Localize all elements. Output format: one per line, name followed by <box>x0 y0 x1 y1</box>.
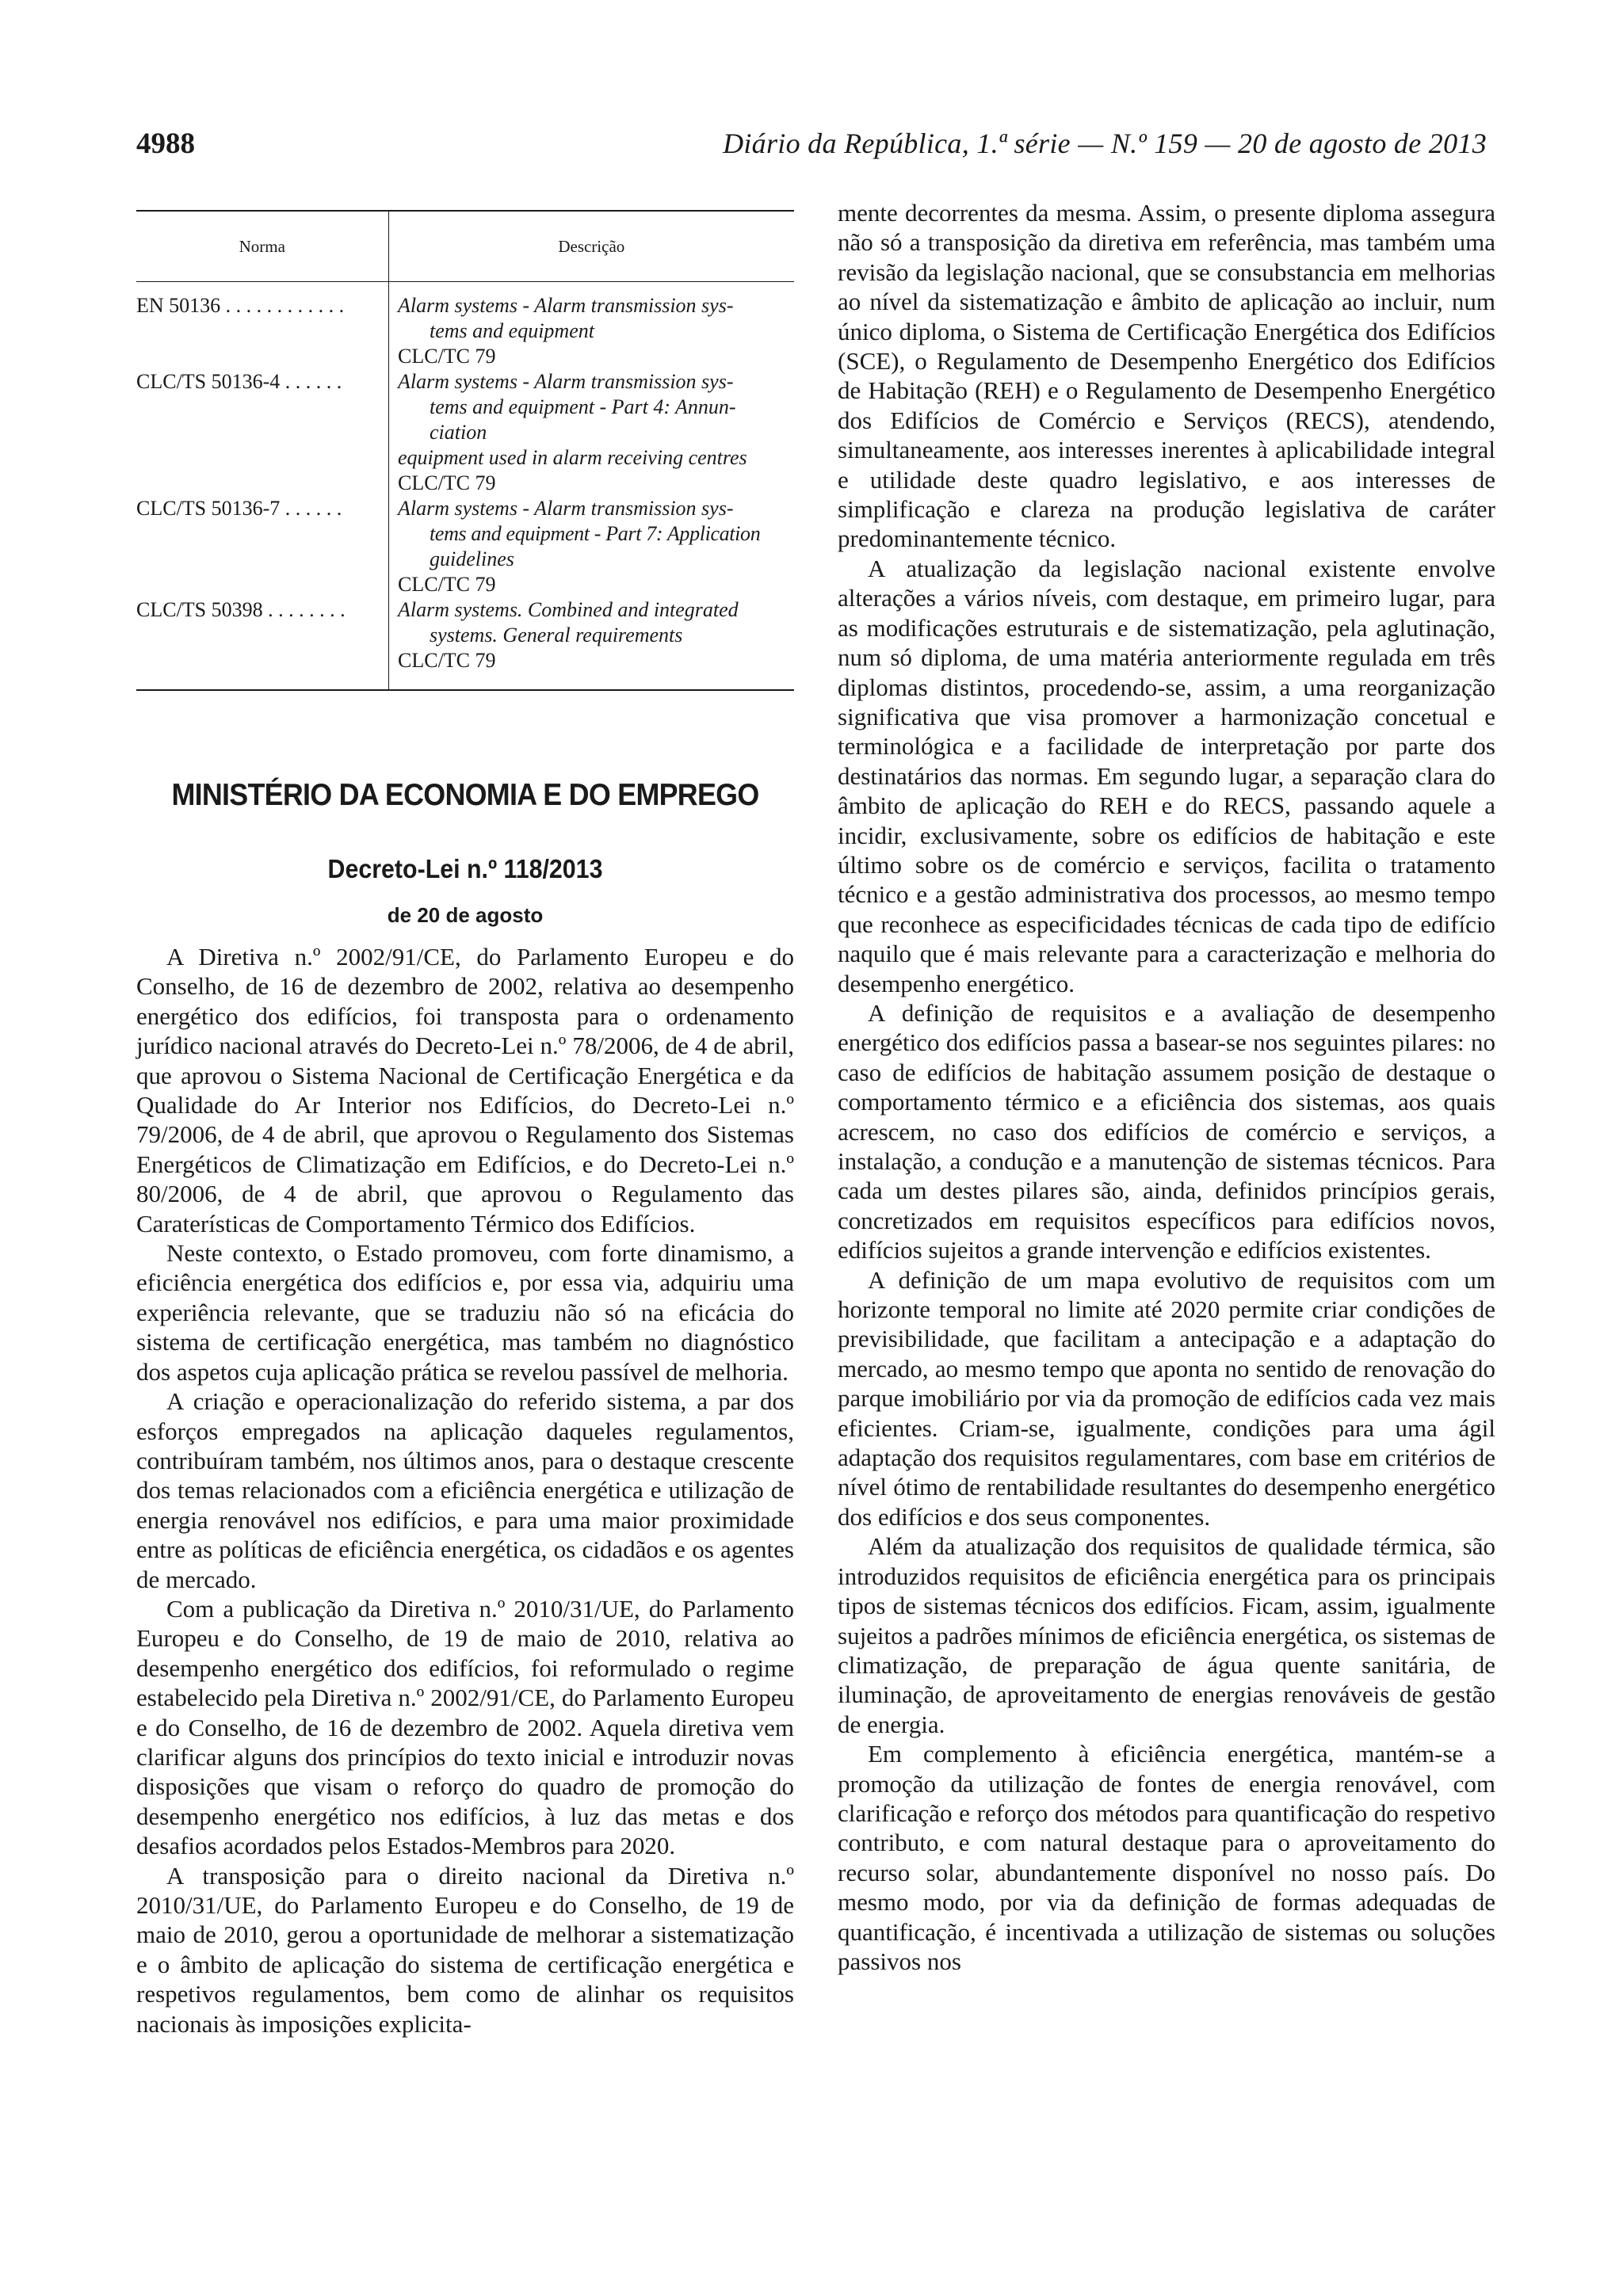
table-row <box>136 496 794 597</box>
description-line: ciation <box>430 421 487 444</box>
column-header-descricao: Descrição <box>388 212 794 281</box>
page-number: 4988 <box>136 128 195 160</box>
description-line: systems. General requirements <box>430 624 683 646</box>
description-line: tems and equipment - Part 4: Annun- <box>430 395 736 418</box>
norm-description <box>388 496 794 597</box>
norm-description <box>388 597 794 673</box>
description-line: tems and equipment - Part 7: Application <box>430 522 761 545</box>
norm-description <box>388 293 794 369</box>
paragraph: A criação e operacionalização do referido sistema, a par dos esforços empregados na aplicação daqueles regulamentos, contribuíram também, nos últimos anos, para o destaque crescente dos temas relacionados com a eficiência energética e utilização de energia renovável nos edifícios, e para uma maior proximidade entre as políticas de eficiência energética, os cidadãos e os agentes de mercado. <box>136 1387 794 1593</box>
paragraph: Em complemento à eficiência energética, mantém-se a promoção da utilização de fontes de energia renovável, com clarificação e reforço dos métodos para quantificação do respetivo contributo, e com natural destaque para o aproveitamento do recurso solar, abundantemente disponível no nosso país. Do mesmo modo, por via da definição de formas adequadas de quantificação, é incentivada a utilização de sistemas ou soluções passivos nos <box>838 1740 1495 1975</box>
paragraph: Além da atualização dos requisitos de qualidade térmica, são introduzidos requisitos de eficiência energética para os principais tipos de sistemas técnicos dos edifícios. Ficam, assim, igualmente sujeitos a padrões mínimos de eficiência energética, os sistemas de climatização, de preparação de água quente sanitária, de iluminação, de aproveitamento de energias renováveis de gestão de energia. <box>838 1532 1495 1738</box>
description-line: Alarm systems - Alarm transmission sys- <box>398 294 734 317</box>
column-divider <box>388 282 389 689</box>
description-line: Alarm systems - Alarm transmission sys- <box>398 370 734 393</box>
technical-committee: CLC/TC 79 <box>398 345 496 368</box>
left-column <box>136 210 794 2039</box>
paragraph: A definição de requisitos e a avaliação de desempenho energético dos edifícios passa a basear-se nos seguintes pilares: no caso de edifícios de habitação assumem posição de destaque o comportamento térmico e a eficiência dos sistemas, aos quais acrescem, no caso dos edifícios de comércio e serviços, a instalação, a condução e a manutenção de sistemas técnicos. Para cada um destes pilares são, ainda, definidos princípios gerais, concretizados em requisitos específicos para edifícios novos, edifícios sujeitos a grande intervenção e edifícios existentes. <box>838 998 1495 1264</box>
decree-date: de 20 de agosto <box>387 903 544 927</box>
norm-code: CLC/TS 50398 . . . . . . . . <box>136 598 346 621</box>
paragraph: A definição de um mapa evolutivo de requisitos com um horizonte temporal no limite até 2020 permite criar condições de previsibilidade, que facilitam a antecipação e a adaptação do mercado, ao mesmo tempo que aponta no sentido de renovação do parque imobiliário por via da promoção de edifícios cada vez mais eficientes. Criam-se, igualmente, condições para uma ágil adaptação dos requisitos regulamentares, com base em critérios de nível ótimo de rentabilidade resultantes do desempenho energético dos edifícios e dos seus componentes. <box>838 1265 1495 1531</box>
column-header-norma: Norma <box>239 236 285 256</box>
technical-committee: CLC/TC 79 <box>398 471 496 494</box>
table-row <box>136 293 794 369</box>
right-column <box>838 198 1495 1976</box>
paragraph: A Diretiva n.º 2002/91/CE, do Parlamento Europeu e do Conselho, de 16 de dezembro de 2002, relativa ao desempenho energético dos edifícios, foi transposta para o ordenamento jurídico nacional através do Decreto-Lei n.º 78/2006, de 4 de abril, que aprovou o Sistema Nacional de Certificação Energética e da Qualidade do Ar Interior nos Edifícios, do Decreto-Lei n.º 79/2006, de 4 de abril, que aprovou o Regulamento dos Sistemas Energéticos de Climatização em Edifícios, e do Decreto-Lei n.º 80/2006, de 4 de abril, que aprovou o Regulamento das Caraterísticas de Comportamento Térmico dos Edifícios. <box>136 943 794 1238</box>
technical-committee: CLC/TC 79 <box>398 573 496 596</box>
paragraph: Com a publicação da Diretiva n.º 2010/31/UE, do Parlamento Europeu e do Conselho, de 19 de maio de 2010, relativa ao desempenho energético dos edifícios, foi reformulado o regime estabelecido pela Diretiva n.º 2002/91/CE, do Parlamento Europeu e do Conselho, de 16 de dezembro de 2002. Aquela diretiva vem clarificar alguns dos princípios do texto inicial e introduzir novas disposições que visam o reforço do quadro de promoção do desempenho energético nos edifícios, à luz das metas e dos desafios acordados pelos Estados-Membros para 2020. <box>136 1594 794 1860</box>
description-line: Alarm systems. Combined and integrated <box>398 598 739 621</box>
norm-description <box>388 369 794 496</box>
table-row <box>136 369 794 496</box>
description-line: tems and equipment <box>430 319 594 342</box>
norm-code: CLC/TS 50136-7 . . . . . . <box>136 497 342 520</box>
norm-code: CLC/TS 50136-4 . . . . . . <box>136 370 342 393</box>
description-line: equipment used in alarm receiving centres <box>398 446 747 469</box>
technical-committee: CLC/TC 79 <box>398 649 496 672</box>
page-header <box>136 127 1487 166</box>
norms-table-header <box>136 212 794 282</box>
table-row <box>136 597 794 673</box>
journal-title: Diário da República, 1.ª série — N.º 159 — 20 de agosto de 2013 <box>723 128 1487 159</box>
paragraph-continued: mente decorrentes da mesma. Assim, o presente diploma assegura não só a transposição da diretiva em referência, mas também uma revisão da legislação nacional, que se consubstancia em melhorias ao nível da sistematização e âmbito de aplicação ao incluir, num único diploma, o Sistema de Certificação Energética dos Edifícios (SCE), o Regulamento de Desempenho Energético dos Edifícios de Habitação (REH) e o Regulamento de Desempenho Energético dos Edifícios de Comércio e Serviços (RECS), atendendo, simultaneamente, aos interesses inerentes à aplicabilidade integral e utilidade deste quadro legislativo, e aos interesses de simplificação e clareza na produção legislativa de caráter predominantemente técnico. <box>838 199 1495 553</box>
norms-table-body <box>136 282 794 689</box>
description-line: guidelines <box>430 547 514 570</box>
paragraph: A atualização da legislação nacional existente envolve alterações a vários níveis, com destaque, em primeiro lugar, para as modificações estruturais e de sistematização, pela aglutinação, num só diploma, de uma matéria anteriormente regulada em três diplomas distintos, procedendo-se, assim, a uma reorganização significativa que visa promover a harmonização concetual e terminológica e a facilidade de interpretação por parte dos destinatários das normas. Em segundo lugar, a separação clara do âmbito de aplicação do REH e do RECS, passando aquele a incidir, exclusivamente, sobre os edifícios de habitação e este último sobre os de comércio e serviços, facilita o tratamento técnico e a gestão administrativa dos processos, ao mesmo tempo que reconhece as especificidades técnicas de cada tipo de edifício naquilo que é mais relevante para a caracterização e melhoria do desempenho energético. <box>838 554 1495 997</box>
description-line: Alarm systems - Alarm transmission sys- <box>398 497 734 520</box>
norm-code: EN 50136 . . . . . . . . . . . . <box>136 294 345 317</box>
decree-title: Decreto-Lei n.º 118/2013 <box>327 854 603 883</box>
ministry-title: MINISTÉRIO DA ECONOMIA E DO EMPREGO <box>171 778 759 812</box>
norms-table <box>136 210 794 691</box>
paragraph: Neste contexto, o Estado promoveu, com forte dinamismo, a eficiência energética dos edifícios e, por essa via, adquiriu uma experiência relevante, que se traduziu não só na eficácia do sistema de certificação energética, mas também no diagnóstico dos aspetos cuja aplicação prática se revelou passível de melhoria. <box>136 1239 794 1386</box>
paragraph: A transposição para o direito nacional da Diretiva n.º 2010/31/UE, do Parlamento Europeu e do Conselho, de 19 de maio de 2010, gerou a oportunidade de melhorar a sistematização e o âmbito de aplicação do sistema de certificação energética e respetivos regulamentos, bem como de alinhar os requisitos nacionais às imposições explicita- <box>136 1861 794 2038</box>
